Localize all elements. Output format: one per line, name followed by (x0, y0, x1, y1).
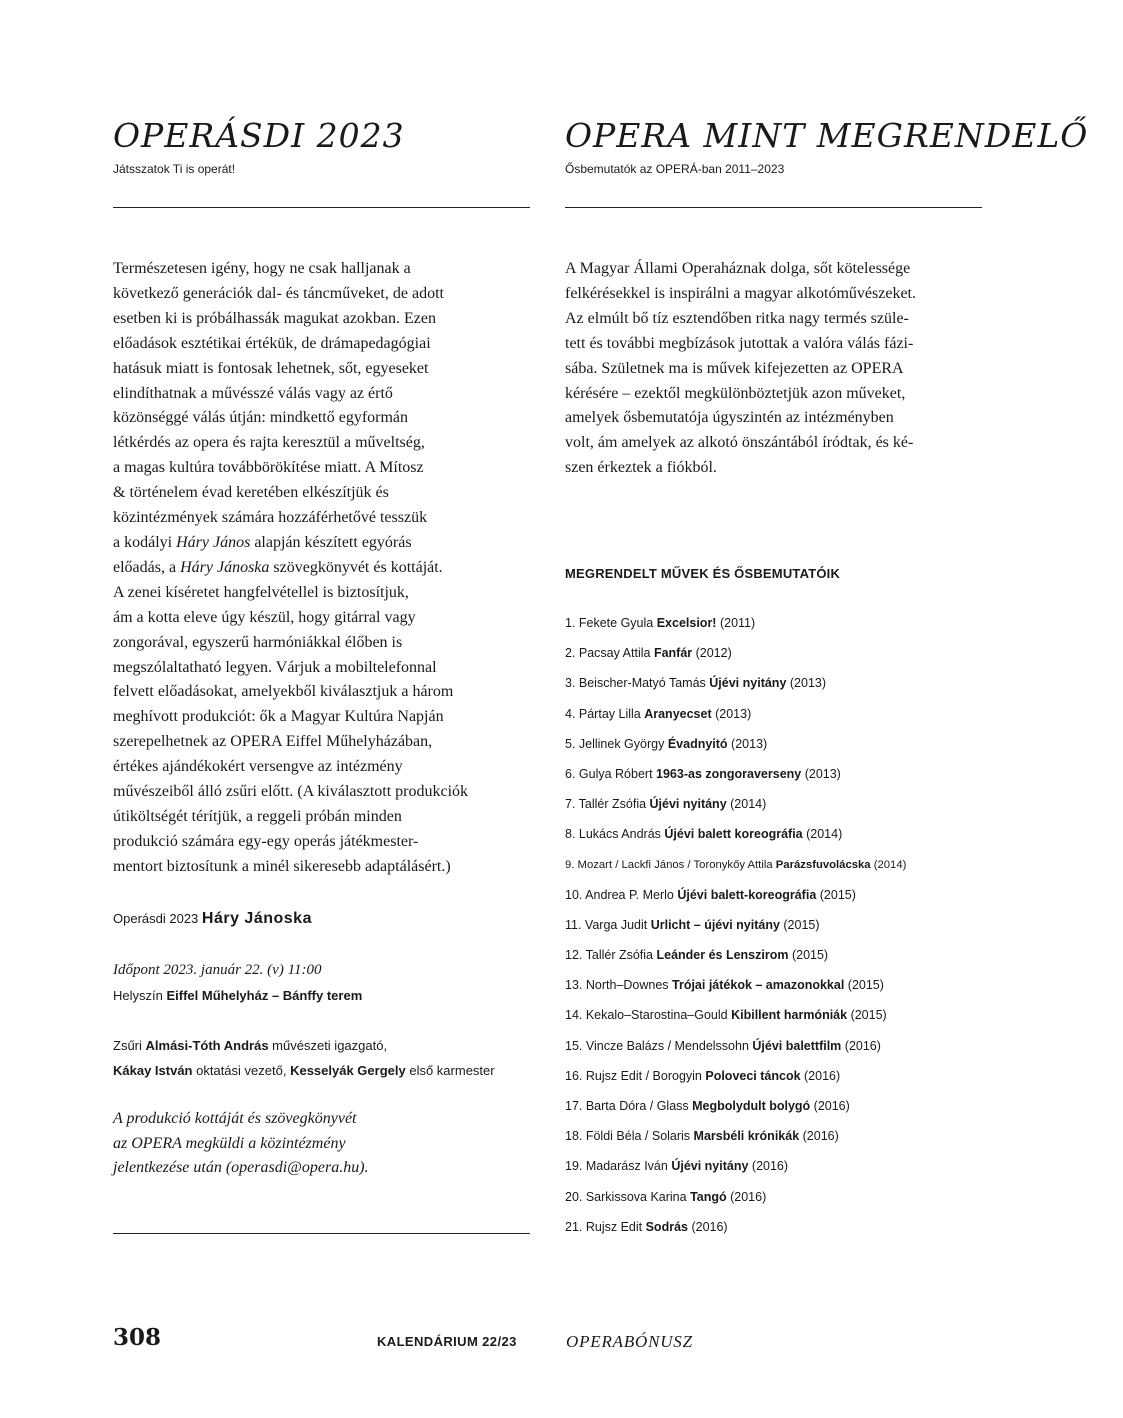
note-line: az OPERA megküldi a közintézmény (113, 1134, 346, 1152)
list-item (565, 819, 906, 849)
body-line: Az elmúlt bő tíz esztendőben ritka nagy termés szüle- (565, 309, 909, 327)
right-body-text (565, 257, 916, 481)
list-item (565, 1182, 906, 1212)
list-item (565, 789, 906, 819)
work-composer: 3. Beischer-Matyó Tamás (565, 676, 710, 691)
work-composer: 9. Mozart / Lackfi János / Toronykőy Attila (565, 858, 776, 871)
jury-member-name: Almási-Tóth András (145, 1038, 269, 1053)
work-year: (2015) (847, 1008, 887, 1023)
work-year: (2016) (800, 1068, 841, 1083)
body-line: esetben ki is próbálhassák magukat azokban. Ezen (113, 309, 436, 327)
list-item (565, 759, 906, 789)
work-composer: 5. Jellinek György (565, 736, 668, 751)
body-line: felkérésekkel is inspirálni a magyar alkotóművészeket. (565, 284, 916, 302)
body-line: megszólaltatható legyen. Várjuk a mobiltelefonnal (113, 658, 437, 676)
list-item (565, 729, 906, 759)
list-item (565, 1151, 906, 1181)
work-composer: 11. Varga Judit (565, 917, 651, 932)
left-bottom-divider (113, 1233, 530, 1234)
work-year: (2013) (786, 676, 827, 691)
work-title: Újévi nyitány (709, 676, 787, 691)
body-line: volt, ám amelyek az alkotó önszántából íródtak, és ké- (565, 434, 914, 452)
body-text-run: alapján készített egyórás (250, 533, 412, 551)
body-line: létkérdés az opera és rajta keresztül a műveltség, (113, 434, 425, 452)
body-line: amelyek ősbemutatója úgyszintén az intézményben (565, 409, 894, 427)
jury-member-role: művészeti igazgató, (272, 1038, 388, 1053)
event-time: Időpont 2023. január 22. (v) 11:00 (113, 962, 322, 978)
note-line: jelentkezése után (operasdi@opera.hu). (113, 1159, 369, 1176)
work-year: (2016) (810, 1099, 850, 1113)
work-year: (2016) (687, 1219, 728, 1234)
work-title: Évadnyitó (667, 736, 728, 751)
list-item (565, 970, 906, 1000)
list-item (565, 1061, 906, 1091)
page-number: 308 (113, 1324, 162, 1351)
body-line: A Magyar Állami Operaháznak dolga, sőt kötelessége (565, 260, 911, 277)
work-title: Kibillent harmóniák (731, 1008, 848, 1023)
work-composer: 12. Tallér Zsófia (565, 948, 657, 963)
event-title: Háry Jánoska (201, 910, 312, 927)
event-venue: Eiffel Műhelyház – Bánffy terem (166, 988, 363, 1003)
body-line: művészeiből álló zsűri előtt. (A kiválasztott produkciók (113, 783, 469, 801)
work-year: (2014) (870, 858, 907, 871)
list-item (565, 1000, 906, 1030)
work-composer: 16. Rujsz Edit / Borogyin (565, 1068, 706, 1083)
work-title: Parázsfuvolácska (775, 858, 871, 871)
body-line: kérésére – ezektől megkülönböztetjük azon műveket, (565, 384, 906, 402)
venue-label: Helyszín (113, 988, 163, 1003)
work-year: (2015) (779, 917, 820, 932)
body-line: Természetesen igény, hogy ne csak halljanak a (113, 260, 411, 277)
event-label: Operásdi 2023 (113, 911, 199, 926)
work-composer: 14. Kekalo–Starostina–Gould (565, 1008, 732, 1023)
commissioned-works-heading: MEGRENDELT MŰVEK ÉS ŐSBEMUTATÓIK (565, 566, 841, 581)
list-item (565, 668, 906, 698)
work-composer: 13. North–Downes (565, 978, 673, 993)
list-item (565, 638, 906, 668)
body-line: meghívott produkciót: ők a Magyar Kultúra Napján (113, 708, 444, 726)
work-year: (2014) (726, 797, 767, 812)
list-item (565, 910, 906, 940)
publication-name: KALENDÁRIUM 22/23 (377, 1334, 517, 1349)
work-title: Trójai játékok – amazonokkal (672, 978, 845, 993)
list-item (565, 850, 906, 880)
body-line: elindíthatnak a művésszé válás vagy az értő (113, 384, 393, 402)
work-title: Fanfár (653, 646, 693, 661)
work-year: (2012) (692, 646, 732, 661)
jury-info (113, 1033, 495, 1083)
work-year: (2015) (788, 948, 829, 963)
work-year: (2013) (801, 766, 841, 781)
body-line: a magas kultúra továbbörökítése miatt. A Mítosz (113, 459, 424, 477)
work-composer: 6. Gulya Róbert (565, 766, 657, 781)
list-item (565, 1091, 906, 1121)
work-composer: 10. Andrea P. Merlo (565, 887, 678, 902)
work-composer: 1. Fekete Gyula (565, 616, 657, 630)
work-composer: 2. Pacsay Attila (565, 646, 654, 661)
work-composer: 20. Sarkissova Karina (565, 1189, 691, 1204)
work-year: (2016) (799, 1129, 839, 1144)
work-title: Tangó (690, 1189, 727, 1204)
body-line: felvett előadásokat, amelyekből kiválasztjuk a három (113, 683, 454, 701)
work-composer: 17. Barta Dóra / Glass (565, 1099, 693, 1113)
list-item (565, 880, 906, 910)
section-name: OPERABÓNUSZ (566, 1332, 693, 1351)
left-section-title: OPERÁSDI 2023 (113, 116, 405, 155)
jury-member-name: Kákay István (113, 1063, 193, 1078)
work-title: Újévi balettfilm (752, 1038, 842, 1053)
jury-label: Zsűri (113, 1038, 142, 1053)
work-year: (2013) (727, 736, 768, 751)
work-title: Újévi nyitány (649, 797, 727, 812)
right-section-subtitle: Ősbemutatók az OPERÁ-ban 2011–2023 (565, 162, 785, 176)
work-composer: 21. Rujsz Edit (565, 1219, 646, 1234)
work-title: Sodrás (645, 1219, 688, 1234)
work-title: Leánder és Lenszirom (656, 948, 789, 963)
body-line: produkció számára egy-egy operás játékmester- (113, 832, 419, 850)
body-line: közintézmények számára hozzáférhetővé tesszük (113, 509, 428, 527)
list-item (565, 608, 906, 638)
body-line: & történelem évad keretében elkészítjük és (113, 484, 389, 502)
submission-note (113, 1107, 369, 1181)
left-section-subtitle: Játsszatok Ti is operát! (113, 162, 236, 176)
body-text-run: szövegkönyvét és kottáját. (269, 558, 443, 576)
body-line: szen érkeztek a fiókból. (565, 459, 717, 477)
work-title: Újévi nyitány (671, 1159, 749, 1174)
body-line: sába. Születnek ma is művek kifejezetten az OPERA (565, 359, 904, 377)
body-line (113, 531, 468, 556)
commissioned-works-list (565, 608, 906, 1242)
work-title: Excelsior! (656, 616, 717, 630)
right-section-title: OPERA MINT MEGRENDELŐ (565, 116, 1089, 155)
body-line: A zenei kíséretet hangfelvétellel is biztosítjuk, (113, 583, 409, 601)
list-item (565, 1031, 906, 1061)
list-item (565, 940, 906, 970)
work-title: 1963-as zongoraverseny (656, 766, 802, 781)
right-title-divider (565, 207, 982, 208)
work-composer: 8. Lukács András (565, 827, 665, 842)
body-text-run: előadás, a (113, 558, 181, 576)
work-title-italic: Háry Jánoska (180, 558, 270, 576)
work-composer: 7. Tallér Zsófia (565, 797, 650, 812)
work-year: (2015) (816, 887, 856, 902)
left-title-divider (113, 207, 530, 208)
body-line: zongorával, egyszerű harmóniákkal élőben is (113, 633, 403, 651)
body-text-run: a kodályi (113, 533, 177, 551)
body-line: értékes ajándékokért versengve az intézmény (113, 758, 403, 776)
event-schedule (113, 957, 362, 1008)
note-line: A produkció kottáját és szövegkönyvét (113, 1110, 357, 1127)
body-line: szerepelhetnek az OPERA Eiffel Műhelyházában, (113, 733, 433, 751)
body-line: ám a kotta eleve úgy készül, hogy gitárral vagy (113, 608, 416, 626)
left-body-text (113, 257, 468, 880)
work-title: Újévi balett koreográfia (664, 827, 803, 842)
work-title-italic: Háry János (176, 533, 251, 551)
work-year: (2016) (841, 1038, 881, 1053)
work-title: Megbolydult bolygó (692, 1099, 811, 1113)
work-title: Marsbéli krónikák (693, 1129, 800, 1144)
work-year: (2014) (802, 827, 843, 842)
body-line (113, 556, 468, 581)
body-line: közönséggé válás útján: mindkettő egyformán (113, 409, 409, 427)
work-year: (2011) (716, 616, 756, 630)
work-year: (2016) (748, 1159, 789, 1174)
work-composer: 4. Pártay Lilla (565, 706, 645, 721)
body-line: útiköltségét térítjük, a reggeli próbán minden (113, 807, 402, 825)
work-year: (2016) (726, 1189, 767, 1204)
jury-member-role: oktatási vezető, (196, 1063, 287, 1078)
list-item (565, 1121, 906, 1151)
body-line: mentort biztosítunk a minél sikeresebb adaptálásért.) (113, 857, 451, 875)
body-line: hatásuk miatt is fontosak lehetnek, sőt, egyeseket (113, 359, 429, 377)
body-line: előadások esztétikai értékük, de drámapedagógiai (113, 334, 431, 352)
jury-member-role: első karmester (409, 1063, 495, 1078)
work-year: (2013) (711, 706, 752, 721)
work-title: Újévi balett-koreográfia (677, 887, 817, 902)
event-heading (113, 906, 312, 931)
work-composer: 19. Madarász Iván (565, 1159, 672, 1174)
work-composer: 15. Vincze Balázs / Mendelssohn (565, 1038, 753, 1053)
work-composer: 18. Földi Béla / Solaris (565, 1129, 694, 1144)
work-title: Urlicht – újévi nyitány (650, 917, 780, 932)
work-year: (2015) (844, 978, 884, 993)
work-title: Aranyecset (644, 706, 712, 721)
work-title: Poloveci táncok (705, 1068, 801, 1083)
body-line: következő generációk dal- és táncműveket, de adott (113, 284, 444, 302)
list-item (565, 1212, 906, 1242)
jury-member-name: Kesselyák Gergely (290, 1063, 406, 1078)
body-line: tett és további megbízások jutottak a valóra válás fázi- (565, 334, 914, 352)
list-item (565, 699, 906, 729)
